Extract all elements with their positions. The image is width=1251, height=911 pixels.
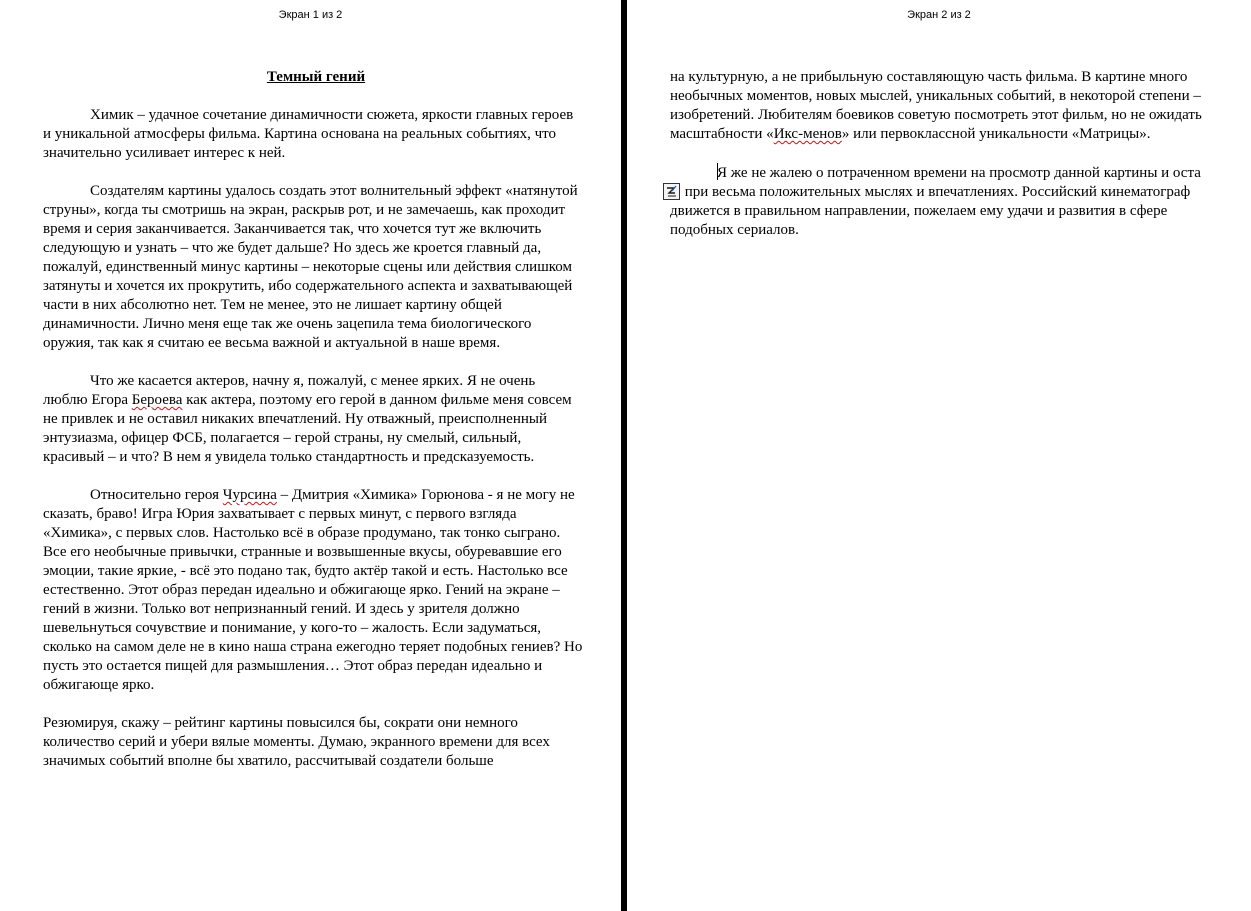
- misspelled-word[interactable]: Бероева: [131, 392, 183, 408]
- paragraph-5-start: Резюмируя, скажу – рейтинг картины повысился бы, сократи они немного количество серий и убери вялые моменты. Думаю, экранного времени для всех значимых событий вполне бы хватило, рассчитывай создатели больше: [43, 715, 550, 769]
- autocorrect-options-icon[interactable]: [663, 183, 680, 200]
- paragraph-5-continued: на культурную, а не прибыльную составляющую часть фильма. В картине много необычных моментов, новых мыслей, уникальных событий, в некоторой степени – изобретений. Любителям боевиков советую посмотреть этот фильм, но не ожидать масштабности «Икс-менов» или первоклассной уникальности «Матрицы».: [670, 69, 1202, 142]
- misspelled-word[interactable]: Чурсина: [222, 487, 277, 503]
- paragraph-4: Относительно героя Чурсина – Дмитрия «Химика» Горюнова - я не могу не сказать, браво! Игра Юрия захватывает с первых минут, с первого взгляда «Химика», с первых слов. Настолько всё в образе продумано, так тонко сыграно. Все его необычные привычки, странные и возвышенные вкусы, обуревавшие его эмоции, такие яркие, - всё это подано так, будто актёр такой и есть. Настолько все естественно. Этот образ передан идеально и обжигающе ярко. Гений на экране – гений в жизни. Только вот непризнанный гений. И здесь у зрителя должно шевельнуться сочувствие и понимание, у кого-то – жалость. Если задуматься, сколько на самом деле не в кино наша страна ежегодно теряет подобных гениев? Но пусть это остается пищей для размышления… Этот образ передан идеально и обжигающе ярко.: [43, 487, 583, 693]
- document-text-screen-2[interactable]: [670, 68, 1210, 259]
- document-text-screen-1[interactable]: [43, 68, 583, 790]
- paragraph-6: Я же не жалею о потраченном времени на просмотр данной картины и оста при весьма положительных мыслях и впечатлениях. Российский кинематограф движется в правильном направлении, пожелаем ему удачи и развития в сфере подобных сериалов.: [670, 163, 1210, 240]
- paragraph-2: Создателям картины удалось создать этот волнительный эффект «натянутой струны», когда ты смотришь на экран, раскрыв рот, и не замечаешь, как проходит время и серия заканчивается. Заканчивается так, что хочется тут же включить следующую и узнать – что же будет дальше? Но здесь же кроется главный да, пожалуй, единственный минус картины – некоторые сцены или действия слишком затянуты и хочется их прокрутить, ибо содержательного аспекта и захватывающей части в них абсолютно нет. Тем не менее, это не лишает картину общей динамичности. Лично меня еще так же очень зацепила тема биологического оружия, так как я считаю ее весьма важной и актуальной в наше время.: [43, 183, 578, 351]
- screen-2-label: Экран 2 из 2: [907, 9, 971, 21]
- misspelled-word[interactable]: Икс-менов: [773, 126, 842, 142]
- screen-1-label: Экран 1 из 2: [278, 9, 343, 21]
- document-title: Темный гений: [266, 69, 366, 85]
- paragraph-1: Химик – удачное сочетание динамичности сюжета, яркости главных героев и уникальной атмосферы фильма. Картина основана на реальных событиях, что значительно усиливает интерес к ней.: [43, 107, 574, 161]
- screen-2: [627, 0, 1251, 911]
- paragraph-3: Что же касается актеров, начну я, пожалуй, с менее ярких. Я не очень люблю Егора Бероева как актера, поэтому его герой в данном фильме меня совсем не привлек и не оставил никаких впечатлений. Ну отважный, преисполненный энтузиазма, офицер ФСБ, полагается – герой страны, ну смелый, сильный, красивый – и что? В нем я увидела только стандартность и предсказуемость.: [43, 373, 572, 465]
- screen-1: [0, 0, 621, 911]
